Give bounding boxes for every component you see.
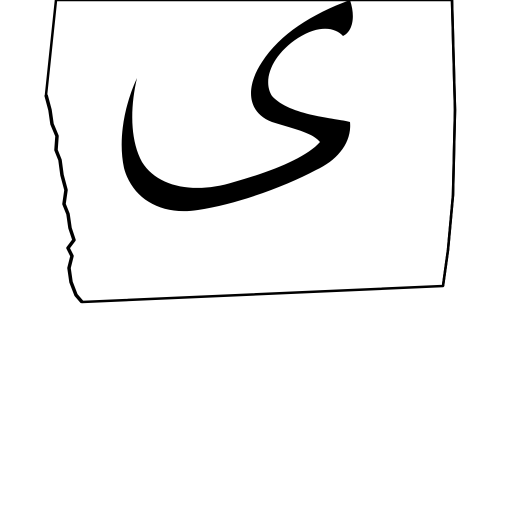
paper-card: [46, 0, 455, 302]
